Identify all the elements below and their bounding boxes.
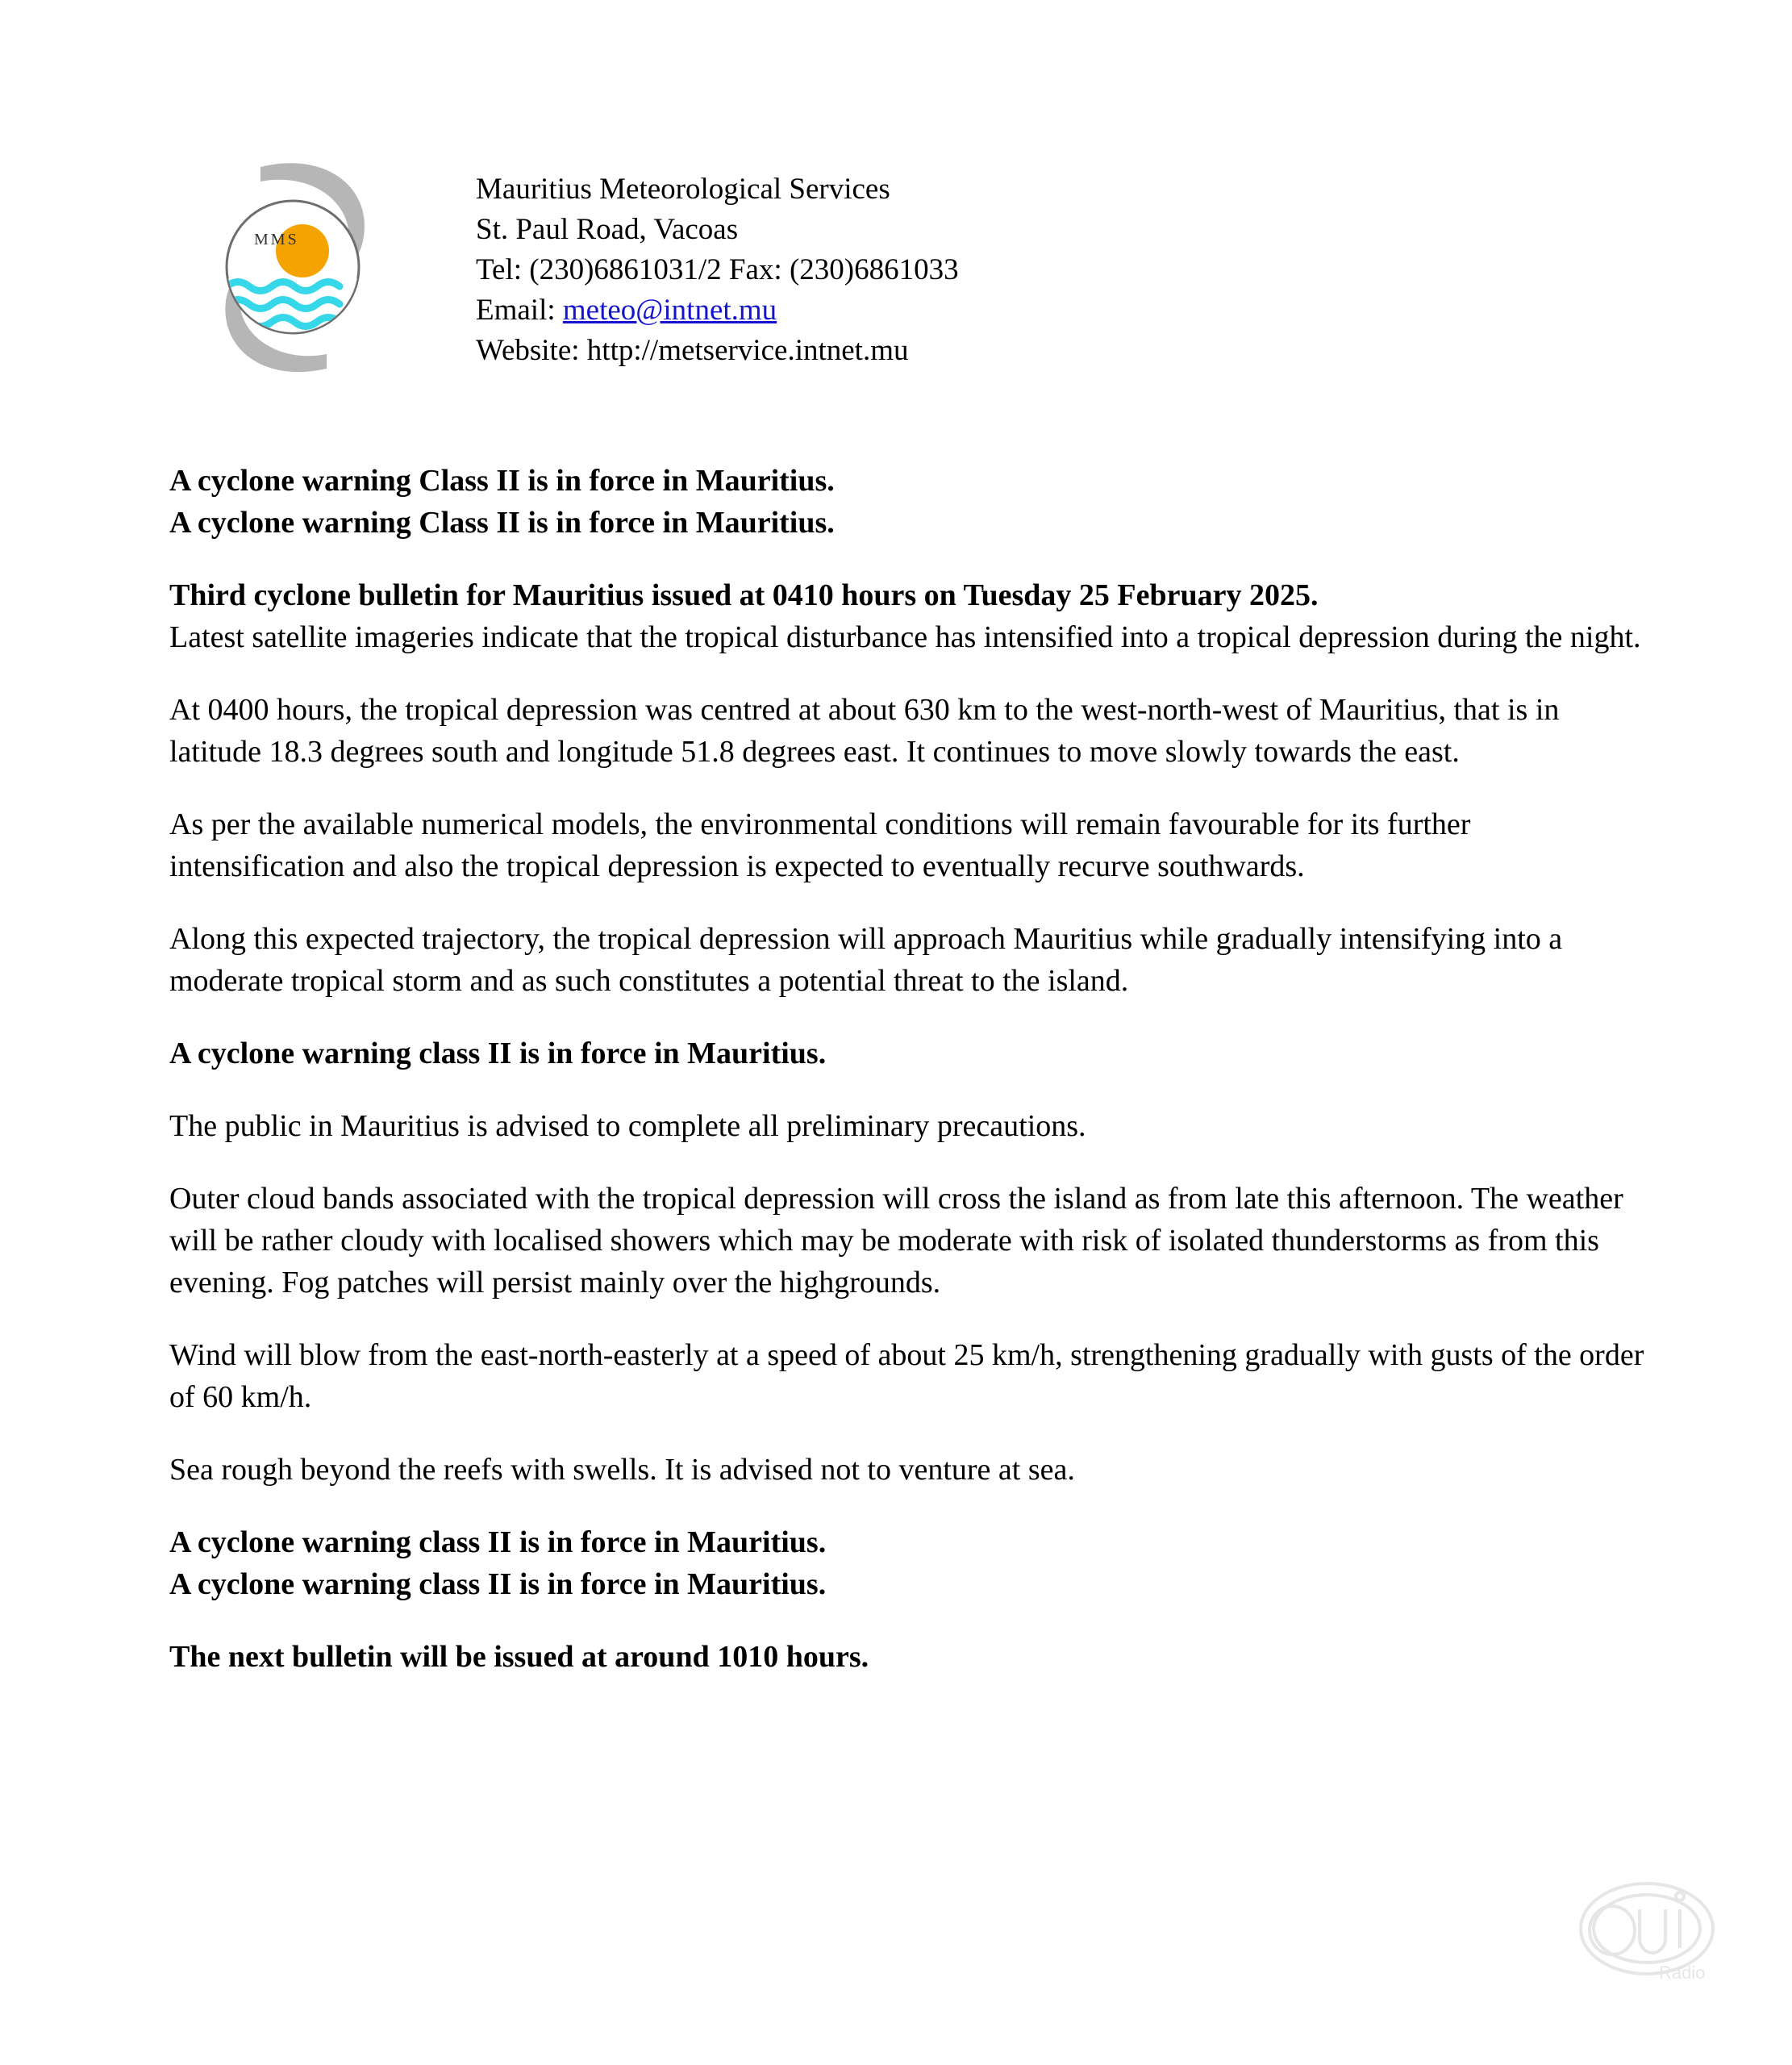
position-paragraph: At 0400 hours, the tropical depression was centred at about 630 km to the west-north-west of Mauritius, that is in latitude 18.3 degrees south and longitude 51.8 degrees east. It continues to move slowly towards the east. xyxy=(169,693,1560,769)
email-label: Email: xyxy=(476,294,563,327)
sea-paragraph: Sea rough beyond the reefs with swells. It is advised not to venture at sea. xyxy=(169,1453,1075,1487)
org-email-line xyxy=(476,290,959,331)
warning-end-2: A cyclone warning class II is in force in Mauritius. xyxy=(169,1567,827,1601)
weather-paragraph: Outer cloud bands associated with the tropical depression will cross the island as from late this afternoon. The weather will be rather cloudy with localised showers which may be moderate with risk of isolated thunderstorms as from this evening. Fog patches will persist mainly over the highgrounds. xyxy=(169,1182,1623,1299)
org-name: Mauritius Meteorological Services xyxy=(476,173,890,206)
mms-logo xyxy=(206,149,379,383)
header-contact-block xyxy=(476,149,959,371)
intro-paragraph: Latest satellite imageries indicate that the tropical disturbance has intensified into a tropical depression during the night. xyxy=(169,620,1641,654)
trajectory-paragraph: Along this expected trajectory, the tropical depression will approach Mauritius while gradually intensifying into a moderate tropical storm and as such constitutes a potential threat to the island. xyxy=(169,922,1563,998)
warning-line-2: A cyclone warning Class II is in force in Mauritius. xyxy=(169,506,835,540)
next-bulletin: The next bulletin will be issued at around 1010 hours. xyxy=(169,1640,869,1674)
document-header xyxy=(206,149,1617,383)
warning-mid: A cyclone warning class II is in force in Mauritius. xyxy=(169,1037,827,1070)
models-paragraph: As per the available numerical models, the environmental conditions will remain favourable for its further intensification and also the tropical depression is expected to eventually recurve southwards. xyxy=(169,807,1471,883)
org-website: Website: http://metservice.intnet.mu xyxy=(476,334,909,367)
issue-heading: Third cyclone bulletin for Mauritius issued at 0410 hours on Tuesday 25 February 2025. xyxy=(169,578,1319,612)
watermark-sub-text: Radio xyxy=(1659,1963,1706,1983)
wind-paragraph: Wind will blow from the east-north-easterly at a speed of about 25 km/h, strengthening gradually with gusts of the order of 60 km/h. xyxy=(169,1338,1644,1414)
email-link[interactable]: meteo@intnet.mu xyxy=(562,294,777,327)
oui-radio-watermark xyxy=(1562,1866,1732,2007)
warning-end-1: A cyclone warning class II is in force in Mauritius. xyxy=(169,1525,827,1559)
org-phone: Tel: (230)6861031/2 Fax: (230)6861033 xyxy=(476,253,959,286)
svg-text:MMS: MMS xyxy=(254,231,299,248)
mms-logo-icon xyxy=(206,149,379,383)
org-address: St. Paul Road, Vacoas xyxy=(476,213,739,246)
warning-line-1: A cyclone warning Class II is in force in Mauritius. xyxy=(169,464,835,498)
oui-radio-logo-icon xyxy=(1562,1866,1732,2007)
bulletin-body xyxy=(169,460,1645,1708)
advice-paragraph: The public in Mauritius is advised to complete all preliminary precautions. xyxy=(169,1109,1086,1143)
